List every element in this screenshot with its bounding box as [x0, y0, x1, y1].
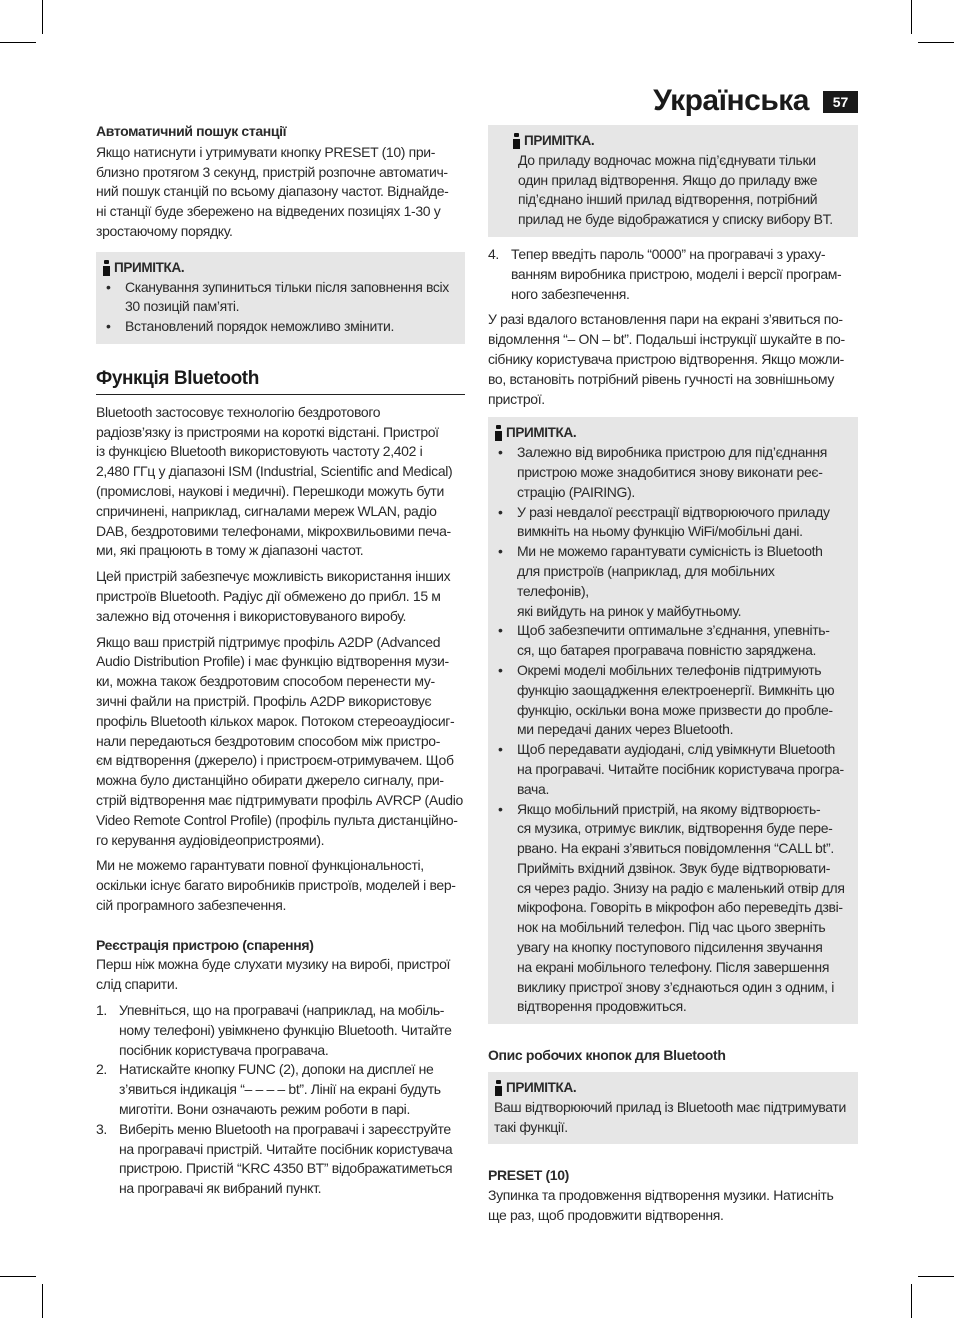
- pairing-result-paragraph: У разі вдалого встановлення пари на екрані з’явиться по- відомлення “– ON – bt”. Подальші інструкції шукайте в по- сібнику користувача пристрою відтворення. Якщо можли- во, встановіть потрібний рівень гучності на зовнішньому пристрої.: [488, 311, 845, 407]
- preset-text: Зупинка та продовження відтворення музики. Натисніть ще раз, щоб продовжити відтворення.: [488, 1187, 834, 1224]
- auto-search-text: Якщо натиснути і утримувати кнопку PRESET (10) при- близно протягом 3 секунд, пристрій розпочне автоматич- ний пошук станцій по всьому діапазону частот. Віднайде- ні станції буде збережено на відведених позиціях 1-30 у зростаючому порядку.: [96, 143, 449, 239]
- pairing-steps-continued: [488, 245, 858, 304]
- list-item: • Якщо мобільний пристрій, на якому відтворюєть- ся музика, отримує виклик, відтворення буде пере- рвано. На екрані з’явиться повідомлення “CALL bt”. Прийміть вхідний дзвінок. Звук буде відтворювати- ся через радіо. Знизу на радіо є маленький отвір для мікрофона. Говоріть в мікрофон або переведіть дзві- нок на мобільний телефон. Під час цього зверніть увагу на кнопку поступового підсилення звучання на екрані мобільного телефону. Після завершення виклику пристрої знову з’єднаються один з одним, і відтворення продовжиться.: [494, 800, 848, 1018]
- pairing-intro: Перш ніж можна буде слухати музику на виробі, пристрої слід спарити.: [96, 956, 451, 993]
- list-item: • Щоб передавати аудіодані, слід увімкнути Bluetooth на програвачі. Читайте посібник користувача програ- вача.: [494, 740, 848, 799]
- crop-mark: [918, 42, 954, 43]
- pairing-heading: Реєстрація пристрою (спарення): [96, 936, 314, 953]
- info-icon: [494, 1080, 502, 1096]
- crop-mark: [42, 1284, 43, 1318]
- crop-mark: [911, 0, 912, 34]
- note-box: [488, 1072, 858, 1144]
- crop-mark: [0, 42, 36, 43]
- note-header: ПРИМІТКА.: [102, 258, 455, 278]
- list-item: 4. Тепер введіть пароль “0000” на програвачі з ураху- ванням виробника пристрою, моделі і версії програм- ного забезпечення.: [488, 245, 842, 302]
- list-item: • Ми не можемо гарантувати сумісність із Bluetooth для пристроїв (наприклад, для мобільних телефонів), які вийдуть на ринок у майбутньому.: [494, 542, 848, 621]
- crop-mark: [42, 0, 43, 34]
- bluetooth-paragraph: Цей пристрій забезпечує можливість використання інших пристроїв Bluetooth. Радіус дії обмежено до прибл. 15 м залежно від оточення і використовуваного виробу.: [96, 568, 451, 624]
- note-header: ПРИМІТКА.: [512, 131, 848, 151]
- list-item: 3. Виберіть меню Bluetooth на програвачі і зареєструйте на програвачі пристрій. Читайте посібник користувача пристрою. Пристій “KRC 4350 BT” відображатиметься на програвачі як вибраний пункт.: [96, 1120, 453, 1197]
- info-icon: [494, 425, 502, 441]
- info-icon: [512, 133, 520, 149]
- list-item: 1. Упевніться, що на програвачі (наприклад, на мобіль- ному телефоні) увімкнено функцію Bluetooth. Читайте посібник користувача програвача.: [96, 1002, 452, 1058]
- note-box: [96, 252, 465, 344]
- list-item: • Встановлений порядок неможливо змінити.: [102, 317, 455, 337]
- crop-mark: [911, 1284, 912, 1318]
- a2dp-paragraph: Якщо ваш пристрій підтримує профіль A2DP (Advanced Audio Distribution Profile) і має функцію відтворення музи- ки, можна також бездротовим способом перенести му- зичні файли на пристрій. Профіль A2DP використовує профіль Bluetooth кількох марок. Потоком стереоаудіосиг- нали передаються бездротовим способом між пристро- єм відтворення (джерело) і пристроєм-отримувачем. Щоб можна було дистанційно обирати джерело сигналу, при- стрій відтворення має підтримувати профіль AVRCP (Audio Video Remote Control Profile) (профіль пульта дистанційно- го керування аудіовідеопристроями).: [96, 633, 463, 848]
- pairing-steps: [96, 1001, 465, 1199]
- note-box: [488, 125, 858, 237]
- left-column: [96, 122, 465, 1199]
- list-item: 2. Натискайте кнопку FUNC (2), допоки на дисплеї не з’явиться індикація “– – – – bt”. Лінії на екрані будуть миготіти. Вони означають режим роботи в парі.: [96, 1061, 441, 1118]
- crop-mark: [918, 1276, 954, 1277]
- right-column: [488, 125, 858, 1226]
- crop-mark: [0, 1276, 36, 1277]
- page-number: 57: [823, 91, 858, 113]
- note-box: [488, 417, 858, 1024]
- list-item: • Окремі моделі мобільних телефонів підтримують функцію заощадження електроенергії. Вимкніть цю функцію, оскільки вона може призвести до пробле- ми передачі даних через Bluetooth.: [494, 661, 848, 740]
- bluetooth-paragraph: Bluetooth застосовує технологію бездротового радіозв’язку із пристроями на короткі відстані. Пристрої із функцією Bluetooth використовують частоту 2,402 і 2,480 ГГц у діапазоні ISM (Industrial, Scientific and Medical) (промислові, наукові і медичні). Перешкоди можуть бути спричинені, наприклад, сигналами мереж WLAN, радіо DAB, бездротовими телефонами, мікрохвильовими печа- ми, які працюють в тому ж діапазоні частот.: [96, 403, 453, 559]
- note-header: ПРИМІТКА.: [494, 423, 848, 443]
- list-item: • Залежно від виробника пристрою для під’єднання пристрою може знадобитися знову виконати реє- страцію (PAIRING).: [494, 443, 848, 502]
- note-list: [102, 278, 455, 337]
- note-list: [494, 443, 848, 1017]
- list-item: • Щоб забезпечити оптимальне з’єднання, упевніть- ся, що батарея програвача повністю заряджена.: [494, 621, 848, 661]
- note-text: До приладу водночас можна під’єднувати тільки один прилад відтворення. Якщо до приладу вже під’єднано інший прилад відтворення, потрібний прилад не буде відображатися у списку вибору BT.: [518, 151, 833, 228]
- compat-paragraph: Ми не можемо гарантувати повної функціональності, оскільки існує багато виробників пристроїв, моделей і вер- сій програмного забезпечення.: [96, 857, 456, 913]
- note-text: Ваш відтворюючий прилад із Bluetooth має підтримувати такі функції.: [494, 1098, 846, 1135]
- buttons-heading: Опис робочих кнопок для Bluetooth: [488, 1047, 726, 1064]
- section-heading-bluetooth: Функція Bluetooth: [96, 369, 465, 395]
- info-icon: [102, 260, 110, 276]
- note-header: ПРИМІТКА.: [494, 1078, 848, 1098]
- list-item: • У разі невдалої реєстрації відтворюючого приладу вимкніть на ньому функцію WiFi/мобільні дані.: [494, 503, 848, 543]
- preset-heading: PRESET (10): [488, 1167, 569, 1184]
- list-item: • Сканування зупиниться тільки після заповнення всіх 30 позицій пам’яті.: [102, 278, 455, 318]
- auto-search-heading: Автоматичний пошук станції: [96, 123, 287, 139]
- page-language-title: Українська: [653, 84, 809, 117]
